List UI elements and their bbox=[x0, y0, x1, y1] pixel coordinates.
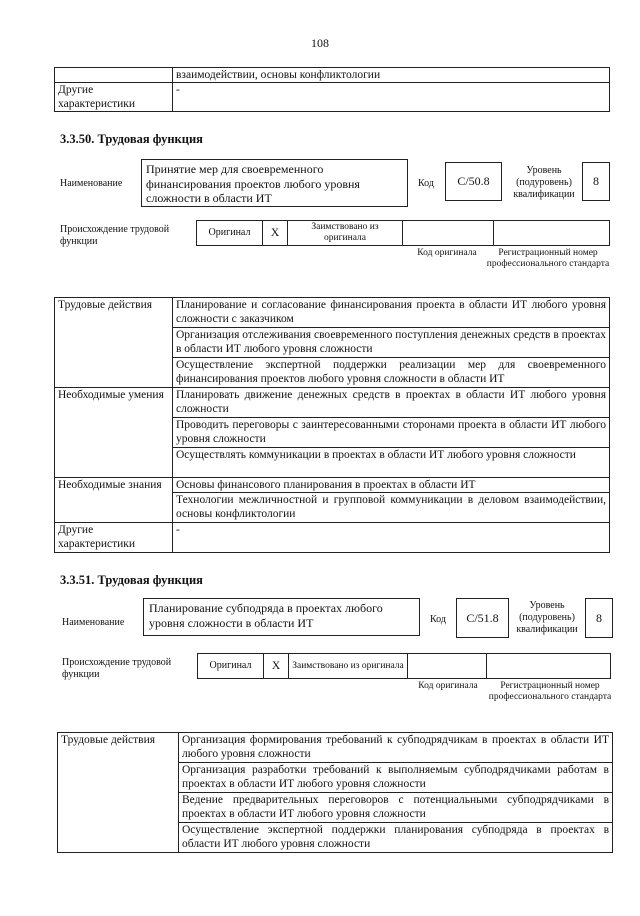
section-title: 3.3.50. Трудовая функция bbox=[60, 132, 203, 146]
page-number: 108 bbox=[311, 36, 329, 50]
code-box: C/50.8 bbox=[445, 162, 502, 201]
group-label: Необходимые умения bbox=[55, 388, 173, 478]
function-name-box: Планирование субподряда в проектах любого уровня сложности в области ИТ bbox=[143, 598, 420, 636]
code-label: Код bbox=[430, 614, 446, 625]
level-label: Уровень (подуровень) квалификации bbox=[513, 165, 575, 200]
table-cell: Организация разработки требований к выполняемым субподрядчиками работам в проектах в области ИТ любого уровня сложности bbox=[179, 763, 613, 793]
original-mark: X bbox=[264, 654, 289, 679]
group-label: Другие характеристики bbox=[55, 523, 173, 553]
row-value: взаимодействии, основы конфликтологии bbox=[173, 68, 610, 83]
table-row bbox=[55, 478, 610, 493]
name-label: Наименование bbox=[60, 178, 123, 189]
name-label: Наименование bbox=[62, 617, 125, 628]
table-cell: Планировать движение денежных средств в проектах в области ИТ любого уровня сложности bbox=[173, 388, 610, 418]
row-label bbox=[55, 68, 173, 83]
origin-table bbox=[197, 653, 611, 679]
group-label: Трудовые действия bbox=[55, 298, 173, 388]
table-cell: Организация формирования требований к субподрядчикам в проектах в области ИТ любого уровня сложности bbox=[179, 733, 613, 763]
table-row bbox=[55, 523, 610, 553]
table-cell: - bbox=[173, 523, 610, 553]
function-table-3-3-51 bbox=[57, 732, 613, 853]
section-title: 3.3.51. Трудовая функция bbox=[60, 573, 203, 587]
original-cell: Оригинал bbox=[197, 221, 263, 246]
group-label: Трудовые действия bbox=[58, 733, 179, 853]
table-cell: Осуществление экспертной поддержки реализации мер для своевременного финансирования проектов любого уровня сложности в области ИТ bbox=[173, 358, 610, 388]
table-cell: Основы финансового планирования в проектах в области ИТ bbox=[173, 478, 610, 493]
original-cell: Оригинал bbox=[198, 654, 264, 679]
code-box: C/51.8 bbox=[456, 598, 509, 638]
table-cell: Планирование и согласование финансирования проекта в области ИТ любого уровня сложности с заказчиком bbox=[173, 298, 610, 328]
reg-number-cell bbox=[487, 654, 611, 679]
function-table-3-3-50 bbox=[54, 297, 610, 553]
origin-label: Происхождение трудовой функции bbox=[62, 657, 172, 680]
row-label: Другие характеристики bbox=[55, 83, 173, 112]
origin-code-caption: Код оригинала bbox=[417, 248, 477, 258]
top-continuation-table bbox=[54, 67, 610, 112]
table-row bbox=[55, 298, 610, 328]
table-row bbox=[55, 83, 610, 112]
table-row bbox=[58, 733, 613, 763]
reg-number-cell bbox=[494, 221, 610, 246]
table-cell: Технологии межличностной и групповой коммуникации в деловом взаимодействии, основы конфликтологии bbox=[173, 493, 610, 523]
level-label: Уровень (подуровень) квалификации bbox=[516, 600, 578, 635]
origin-code-cell bbox=[408, 654, 487, 679]
table-cell: Осуществление экспертной поддержки планирования субподряда в проектах в области ИТ любого уровня сложности bbox=[179, 823, 613, 853]
table-cell: Осуществлять коммуникации в проектах в области ИТ любого уровня сложности bbox=[173, 448, 610, 478]
level-box: 8 bbox=[582, 162, 610, 201]
origin-table bbox=[196, 220, 610, 246]
group-label: Необходимые знания bbox=[55, 478, 173, 523]
function-name-box: Принятие мер для своевременного финансирования проектов любого уровня сложности в области ИТ bbox=[141, 159, 408, 207]
origin-code-caption: Код оригинала bbox=[418, 681, 478, 691]
table-row bbox=[55, 68, 610, 83]
code-label: Код bbox=[418, 178, 434, 189]
table-cell: Ведение предварительных переговоров с потенциальными субподрядчиками в проектах в области ИТ любого уровня сложности bbox=[179, 793, 613, 823]
level-box: 8 bbox=[585, 598, 613, 638]
origin-code-cell bbox=[403, 221, 494, 246]
table-cell: Организация отслеживания своевременного поступления денежных средств в проектах в области ИТ любого уровня сложности bbox=[173, 328, 610, 358]
table-cell: Проводить переговоры с заинтересованными сторонами проекта в области ИТ любого уровня сложности bbox=[173, 418, 610, 448]
borrowed-cell: Заимствовано из оригинала bbox=[289, 654, 408, 679]
reg-number-caption: Регистрационный номер профессионального стандарта bbox=[488, 681, 612, 702]
reg-number-caption: Регистрационный номер профессионального стандарта bbox=[486, 248, 610, 269]
origin-label: Происхождение трудовой функции bbox=[60, 224, 170, 247]
table-row bbox=[55, 388, 610, 418]
row-value: - bbox=[173, 83, 610, 112]
borrowed-cell: Заимствовано из оригинала bbox=[288, 221, 403, 246]
original-mark: X bbox=[263, 221, 288, 246]
